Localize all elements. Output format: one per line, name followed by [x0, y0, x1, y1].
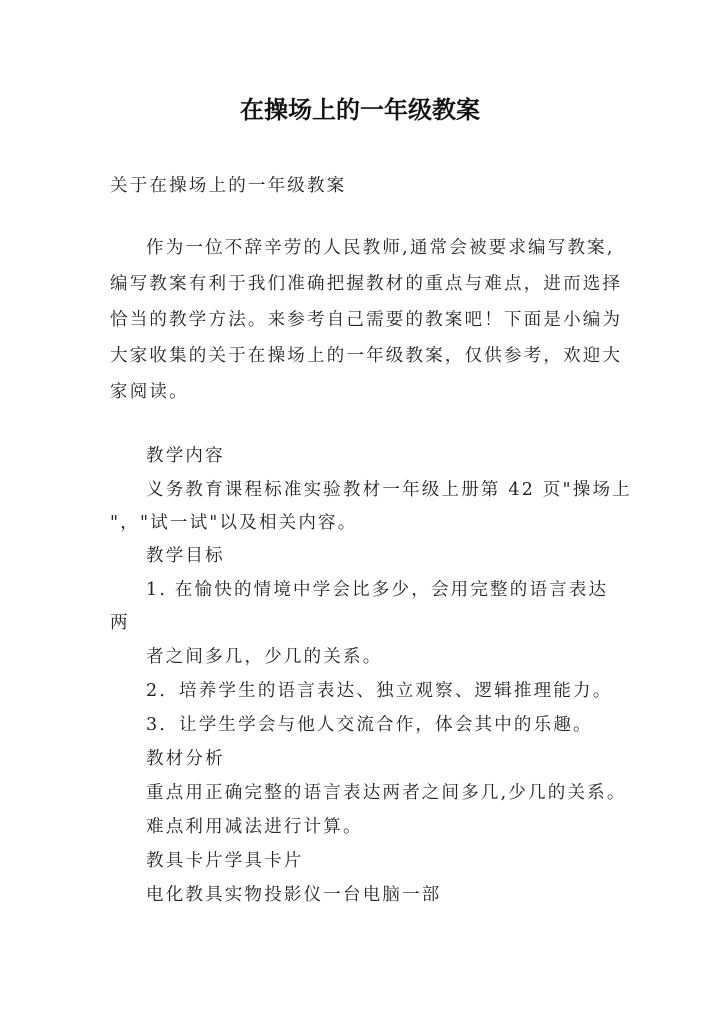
text-line: "，"试一试"以及相关内容。 [110, 513, 358, 533]
text-line: 恰当的教学方法。来参考自己需要的教案吧！下面是小编为 [110, 310, 623, 330]
section-heading: 教学内容 [146, 446, 225, 466]
text-line: 两 [110, 613, 130, 633]
text-line: 家阅读。 [110, 382, 189, 402]
text-line: 1. 在愉快的情境中学会比多少，会用完整的语言表达 [146, 580, 609, 600]
document-subtitle: 关于在操场上的一年级教案 [110, 176, 347, 196]
document-title: 在操场上的一年级教案 [240, 96, 480, 124]
text-line: 难点利用减法进行计算。 [146, 817, 363, 837]
section-heading: 教材分析 [146, 749, 225, 769]
text-line: 教具卡片学具卡片 [146, 851, 304, 871]
text-line: 重点用正确完整的语言表达两者之间多几,少几的关系。 [146, 783, 627, 803]
text-line: 编写教案有利于我们准确把握教材的重点与难点，进而选择 [110, 274, 623, 294]
text-line: 大家收集的关于在操场上的一年级教案，仅供参考，欢迎大 [110, 346, 623, 366]
text-line: 者之间多几，少几的关系。 [146, 647, 383, 667]
text-line: 2．培养学生的语言表达、独立观察、逻辑推理能力。 [146, 681, 613, 701]
text-line: 作为一位不辞辛劳的人民教师,通常会被要求编写教案, [146, 238, 615, 258]
section-heading: 教学目标 [146, 546, 225, 566]
text-line: 电化教具实物投影仪一台电脑一部 [146, 885, 442, 905]
text-line: 义务教育课程标准实验教材一年级上册第 42 页"操场上 [146, 480, 632, 500]
text-line: 3．让学生学会与他人交流合作，体会其中的乐趣。 [146, 715, 593, 735]
